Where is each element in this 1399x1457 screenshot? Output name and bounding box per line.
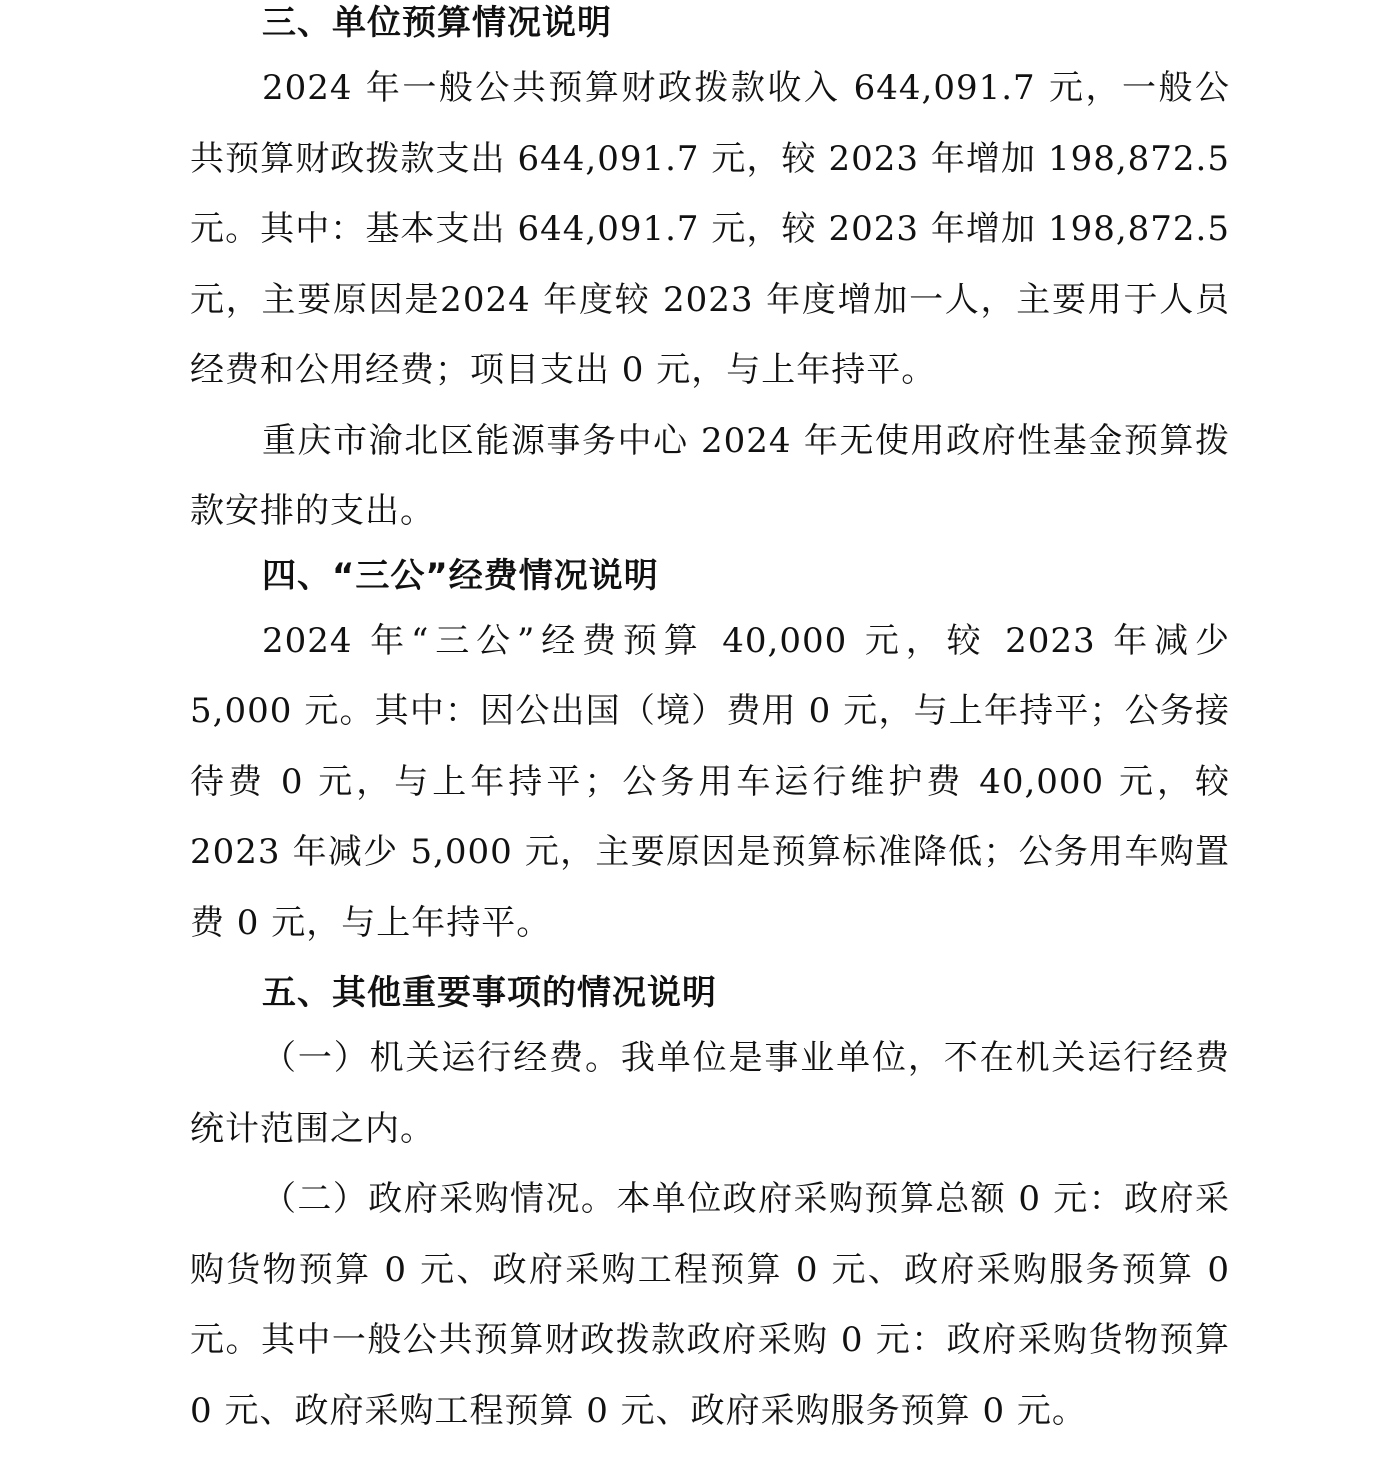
- section-5-heading: 五、其他重要事项的情况说明: [262, 973, 717, 1013]
- section-5-paragraph-2: （二）政府采购情况。本单位政府采购预算总额 0 元：政府采购货物预算 0 元、政府采购工程预算 0 元、政府采购服务预算 0 元。其中一般公共预算财政拨款政府采购 0 元：政府采购货物预算 0 元、政府采购工程预算 0 元、政府采购服务预算 0 元。: [190, 1179, 1230, 1431]
- section-5-paragraph-1: （一）机关运行经费。我单位是事业单位，不在机关运行经费统计范围之内。: [190, 1038, 1230, 1149]
- section-3-heading: 三、单位预算情况说明: [262, 3, 612, 43]
- section-3-paragraph-2: 重庆市渝北区能源事务中心 2024 年无使用政府性基金预算拨款安排的支出。: [190, 420, 1230, 531]
- section-4-heading: 四、“三公”经费情况说明: [262, 555, 659, 596]
- document-page: [190, 0, 1230, 1446]
- section-4-paragraph-1: 2024 年“三公”经费预算 40,000 元，较 2023 年减少 5,000 元。其中：因公出国（境）费用 0 元，与上年持平；公务接待费 0 元，与上年持平；公务用车运行维护费 40,000 元，较 2023 年减少 5,000 元，主要原因是预算标准降低；公务用车购置费 0 元，与上年持平。: [190, 620, 1230, 943]
- section-3-paragraph-1: 2024 年一般公共预算财政拨款收入 644,091.7 元，一般公共预算财政拨款支出 644,091.7 元，较 2023 年增加 198,872.5 元。其中：基本支出 644,091.7 元，较 2023 年增加 198,872.5 元，主要原因是2024 年度较 2023 年度增加一人，主要用于人员经费和公用经费；项目支出 0 元，与上年持平。: [190, 68, 1230, 390]
